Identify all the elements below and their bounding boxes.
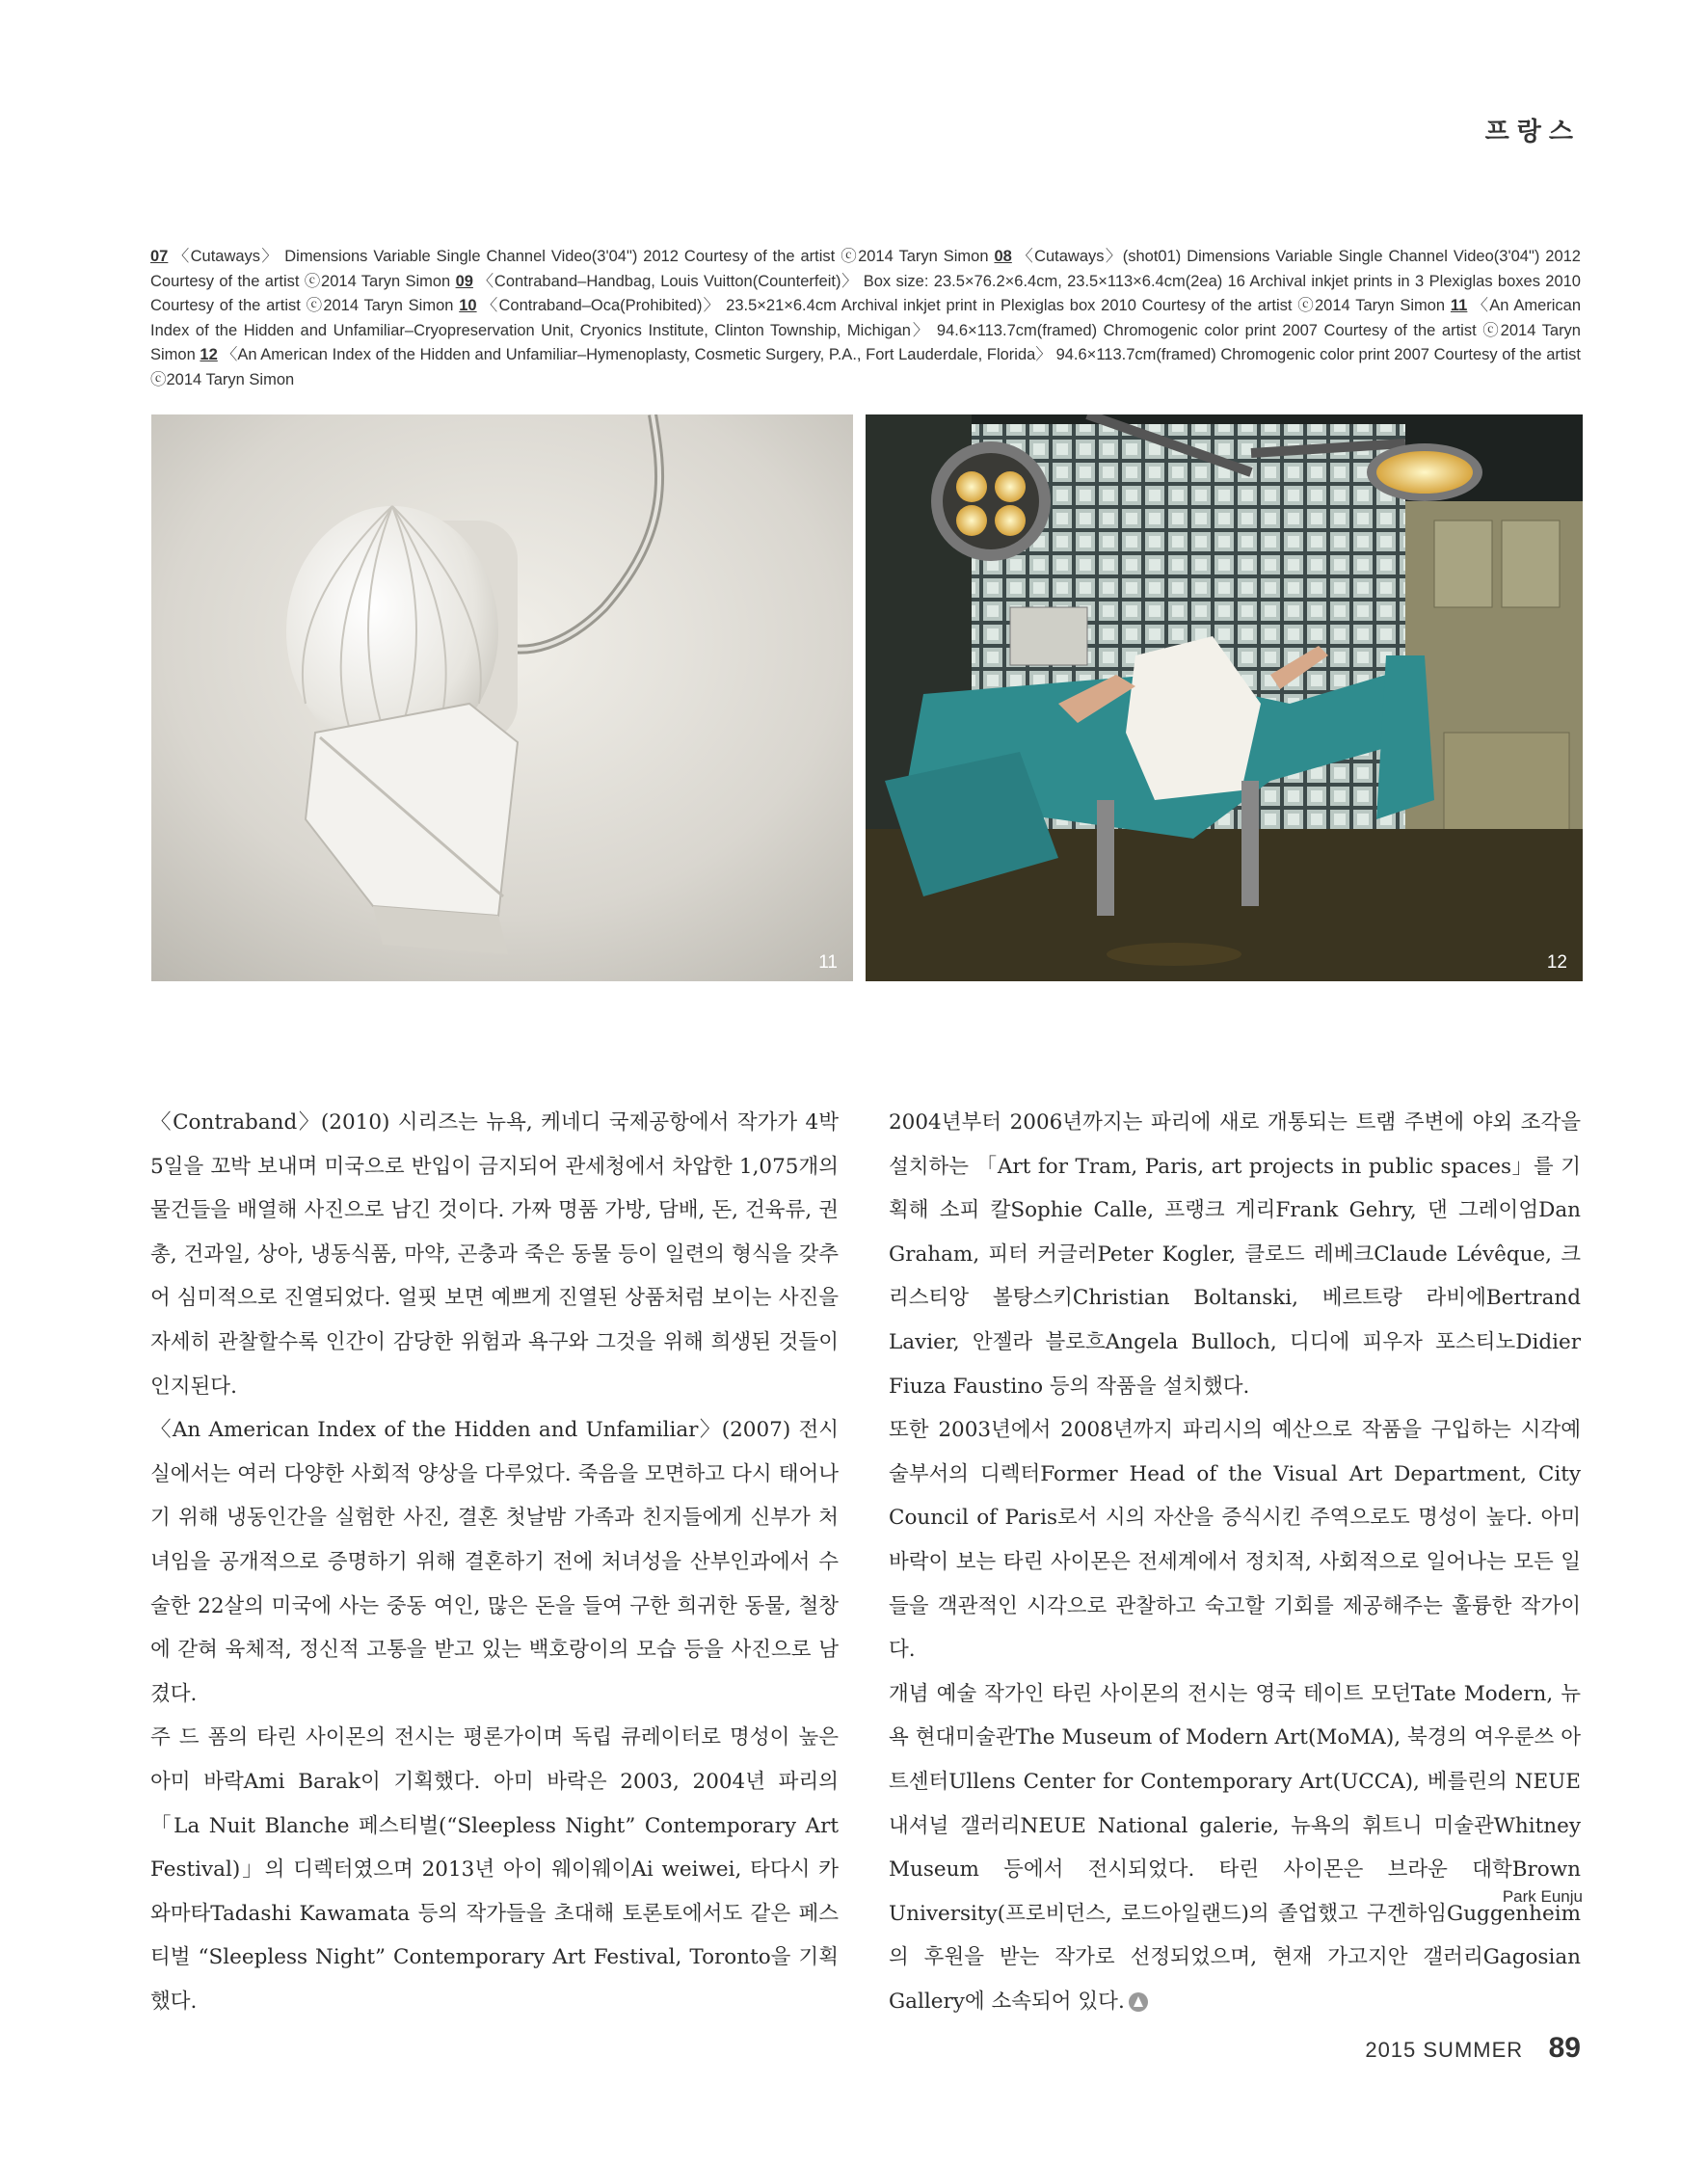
page-footer	[1365, 2032, 1581, 2065]
page-number: 89	[1548, 2032, 1581, 2064]
caption-07: 07 〈Cutaways〉 Dimensions Variable Single Channel Video(3'04") 2012 Courtesy of the artist ⓒ2014 Taryn Simon	[150, 248, 989, 265]
photo-hymenoplasty-operating-room: 12	[866, 414, 1583, 981]
end-mark-icon	[1129, 1992, 1148, 2012]
paragraph-contraband: 〈Contraband〉(2010) 시리즈는 뉴욕, 케네디 국제공항에서 작가가 4박 5일을 꼬박 보내며 미국으로 반입이 금지되어 관세청에서 차압한 1,075개의 물건들을 배열해 사진으로 남긴 것이다. 가짜 명품 가방, 담배, 돈, 건육류, 권총, 건과일, 상아, 냉동식품, 마약, 곤충과 죽은 동물 등이 일련의 형식을 갖추어 심미적으로 진열되었다. 얼핏 보면 예쁘게 진열된 상품처럼 보이는 사진을 자세히 관찰할수록 인간이 감당한 위험과 욕구와 그것을 위해 희생된 것들이 인지된다.	[150, 1110, 839, 1399]
article-column-right	[889, 1101, 1581, 2023]
caption-10: 10 〈Contraband–Oca(Prohibited)〉 23.5×21×6.4cm Archival inkjet print in Plexiglas box 2010 Courtesy of the artist ⓒ2014 Taryn Simon	[459, 297, 1446, 314]
issue-label: 2015 SUMMER	[1365, 2038, 1524, 2062]
caption-08: 08 〈Cutaways〉(shot01) Dimensions Variable Single Channel Video(3'04") 2012 Courtesy of the artist ⓒ2014 Taryn Simon	[150, 248, 1581, 290]
article-column-left	[150, 1101, 839, 2023]
paragraph-exhibitions: 개념 예술 작가인 타린 사이몬의 전시는 영국 테이트 모던Tate Modern, 뉴욕 현대미술관The Museum of Modern Art(MoMA), 북경의 여우룬쓰 아트센터Ullens Center for Contemporary Art(UCCA), 베를린의 NEUE 내셔널 갤러리NEUE National galerie, 뉴욕의 휘트니 미술관Whitney Museum 등에서 전시되었다. 타린 사이몬은 브라운 대학Brown University(프로비던스, 로드아일랜드)의 졸업했고 구겐하임Guggenheim의 후원을 받는 작가로 선정되었으며, 현재 가고지안 갤러리Gagosian Gallery에 소속되어 있다.	[889, 1681, 1581, 2014]
paragraph-curator: 주 드 폼의 타린 사이몬의 전시는 평론가이며 독립 큐레이터로 명성이 높은 아미 바락Ami Barak이 기획했다. 아미 바락은 2003, 2004년 파리의 「La Nuit Blanche 페스티벌(“Sleepless Night” Contemporary Art Festival)」의 디렉터였으며 2013년 아이 웨이웨이Ai weiwei, 타다시 카와마타Tadashi Kawamata 등의 작가들을 초대해 토론토에서도 같은 페스티벌 “Sleepless Night” Contemporary Art Festival, Toronto을 기획했다.	[150, 1725, 839, 2014]
paragraph-visual-art-department: 또한 2003년에서 2008년까지 파리시의 예산으로 작품을 구입하는 시각예술부서의 디렉터Former Head of the Visual Art Department, City Council of Paris로서 시의 자산을 증식시킨 주역으로도 명성이 높다. 아미 바락이 보는 타린 사이몬은 전세계에서 정치적, 사회적으로 일어나는 모든 일들을 객관적인 시각으로 관찰하고 숙고할 기회를 제공해주는 훌륭한 작가이다.	[889, 1418, 1581, 1663]
caption-09: 09 〈Contraband–Handbag, Louis Vuitton(Counterfeit)〉 Box size: 23.5×76.2×6.4cm, 23.5×113×6.4cm(2ea) 16 Archival inkjet prints in 3 Plexiglas boxes 2010 Courtesy of the artist ⓒ2014 Taryn Simon	[150, 272, 1581, 314]
photo-cryopreservation-unit: 11	[151, 414, 853, 981]
author-byline: Park Eunju	[1502, 1887, 1583, 1906]
section-label: 프랑스	[1484, 118, 1581, 147]
caption-12: 12 〈An American Index of the Hidden and Unfamiliar–Hymenoplasty, Cosmetic Surgery, P.A., Fort Lauderdale, Florida〉 94.6×113.7cm(framed) Chromogenic color print 2007 Courtesy of the artist ⓒ2014 Taryn Simon	[150, 346, 1581, 388]
paragraph-american-index: 〈An American Index of the Hidden and Unfamiliar〉(2007) 전시실에서는 여러 다양한 사회적 양상을 다루었다. 죽음을 모면하고 다시 태어나기 위해 냉동인간을 실험한 사진, 결혼 첫날밤 가족과 친지들에게 신부가 처녀임을 공개적으로 증명하기 위해 결혼하기 전에 처녀성을 산부인과에서 수술한 22살의 미국에 사는 중동 여인, 많은 돈을 들여 구한 희귀한 동물, 철창에 갇혀 육체적, 정신적 고통을 받고 있는 백호랑이의 모습 등을 사진으로 남겼다.	[150, 1418, 839, 1706]
photo-captions	[150, 245, 1581, 392]
paragraph-art-for-tram: 2004년부터 2006년까지는 파리에 새로 개통되는 트램 주변에 야외 조각을 설치하는 「Art for Tram, Paris, art projects in public spaces」를 기획해 소피 칼Sophie Calle, 프랭크 게리Frank Gehry, 댄 그레이엄Dan Graham, 피터 커글러Peter Kogler, 클로드 레베크Claude Lévêque, 크리스티앙 볼탕스키Christian Boltanski, 베르트랑 라비에Bertrand Lavier, 안젤라 블로흐Angela Bulloch, 디디에 피우자 포스티노Didier Fiuza Faustino 등의 작품을 설치했다.	[889, 1110, 1581, 1399]
caption-11: 11 〈An American Index of the Hidden and Unfamiliar–Cryopreservation Unit, Cryonics Institute, Clinton Township, Michigan〉 94.6×113.7cm(framed) Chromogenic color print 2007 Courtesy of the artist ⓒ2014 Taryn Simon	[150, 297, 1582, 363]
